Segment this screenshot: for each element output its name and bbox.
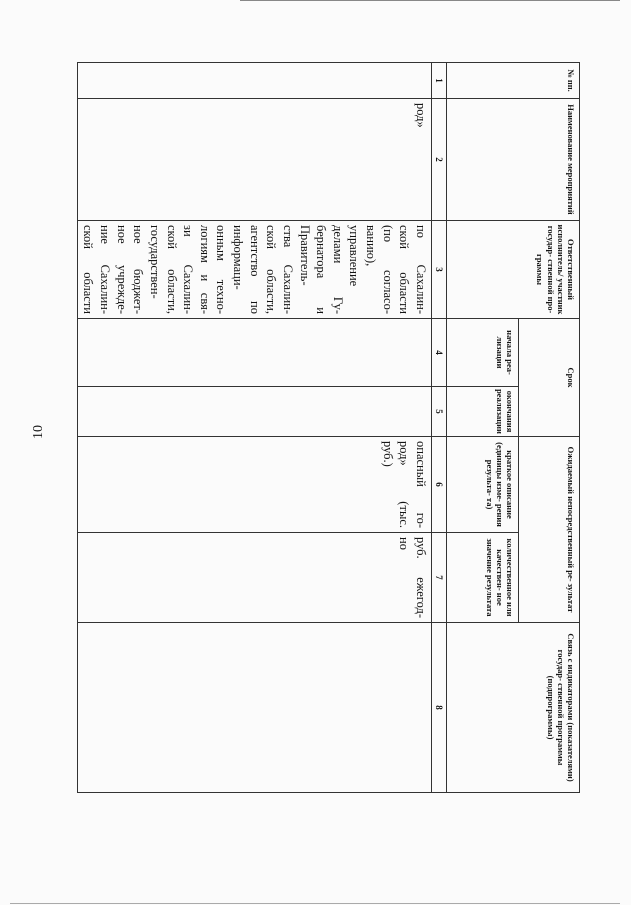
cell-indicators: [77, 623, 431, 793]
page-number: 10: [31, 425, 46, 439]
header-measures: Наименование мероприятий: [447, 99, 580, 221]
header-term: Срок: [519, 319, 580, 437]
table-row: [77, 63, 431, 793]
text-line: руб.): [380, 441, 395, 467]
scan-edge-top: [240, 0, 620, 1]
text-line: ства Сахалин-: [281, 225, 295, 314]
column-number: 2: [432, 99, 447, 221]
cell-end: [77, 387, 431, 437]
text-line: но: [397, 537, 412, 550]
text-line: ное учрежде-: [114, 225, 129, 314]
header-responsible: Ответственный исполнитель/ участник государ- ственной про- граммы: [447, 221, 580, 319]
text-line: государствен-: [148, 225, 162, 299]
text-line: онным техно-: [214, 225, 229, 314]
text-line: ванию),: [364, 225, 379, 267]
scan-edge-bottom: [10, 903, 620, 904]
header-expected-result: Ожидаемый непосредственный ре- зультат: [519, 437, 580, 623]
text-line: ской области,: [264, 225, 279, 314]
text-line: опасный го-: [414, 441, 428, 529]
measures-table: [77, 62, 580, 793]
column-number: 5: [432, 387, 447, 437]
text-line: зи Сахалин-: [181, 225, 196, 314]
header-number: № пп.: [447, 63, 580, 99]
header-start: начала реа- лизации: [447, 319, 519, 387]
cell-result-description: [77, 437, 431, 533]
text-line: Правитель-: [297, 225, 312, 286]
header-result-description: краткое описание (единицы изме- рения результа- та): [447, 437, 519, 533]
column-number: 4: [432, 319, 447, 387]
text-line: род» (тыс.: [397, 441, 412, 529]
header-result-value: количественное или качествен- ное значение результата: [447, 533, 519, 623]
column-number-row: [432, 63, 447, 793]
text-line: логиям и свя-: [197, 225, 212, 314]
cell-result-value: [77, 533, 431, 623]
column-number: 8: [432, 623, 447, 793]
column-number: 7: [432, 533, 447, 623]
column-number: 3: [432, 221, 447, 319]
rotated-page-content: [65, 62, 580, 792]
header-row-1: [519, 63, 580, 793]
text-line: ской области: [397, 225, 412, 314]
cell-measure-name: род»: [77, 99, 431, 221]
cell-responsible: [77, 221, 431, 319]
cell-start: [77, 319, 431, 387]
text-line: ской области: [81, 225, 96, 314]
column-number: 6: [432, 437, 447, 533]
column-number: 1: [432, 63, 447, 99]
text-line: ской области,: [164, 225, 179, 314]
text-line: агентство по: [247, 225, 262, 314]
text-line: ное бюджет-: [131, 225, 146, 314]
header-end: окончания реализации: [447, 387, 519, 437]
text-line: управление: [347, 225, 362, 287]
header-indicators: Связь с индикаторами (показателями) государ- ственной программы (подпрограммы): [447, 623, 580, 793]
text-line: бернатора и: [314, 225, 329, 314]
text-line: информаци-: [231, 225, 246, 290]
text-line: руб. ежегод-: [414, 537, 428, 619]
text-line: (по согласо-: [380, 225, 395, 314]
text-line: ние Сахалин-: [98, 225, 113, 314]
cell-number: [77, 63, 431, 99]
text-line: делами Гу-: [330, 225, 345, 314]
text-line: по Сахалин-: [414, 225, 428, 314]
